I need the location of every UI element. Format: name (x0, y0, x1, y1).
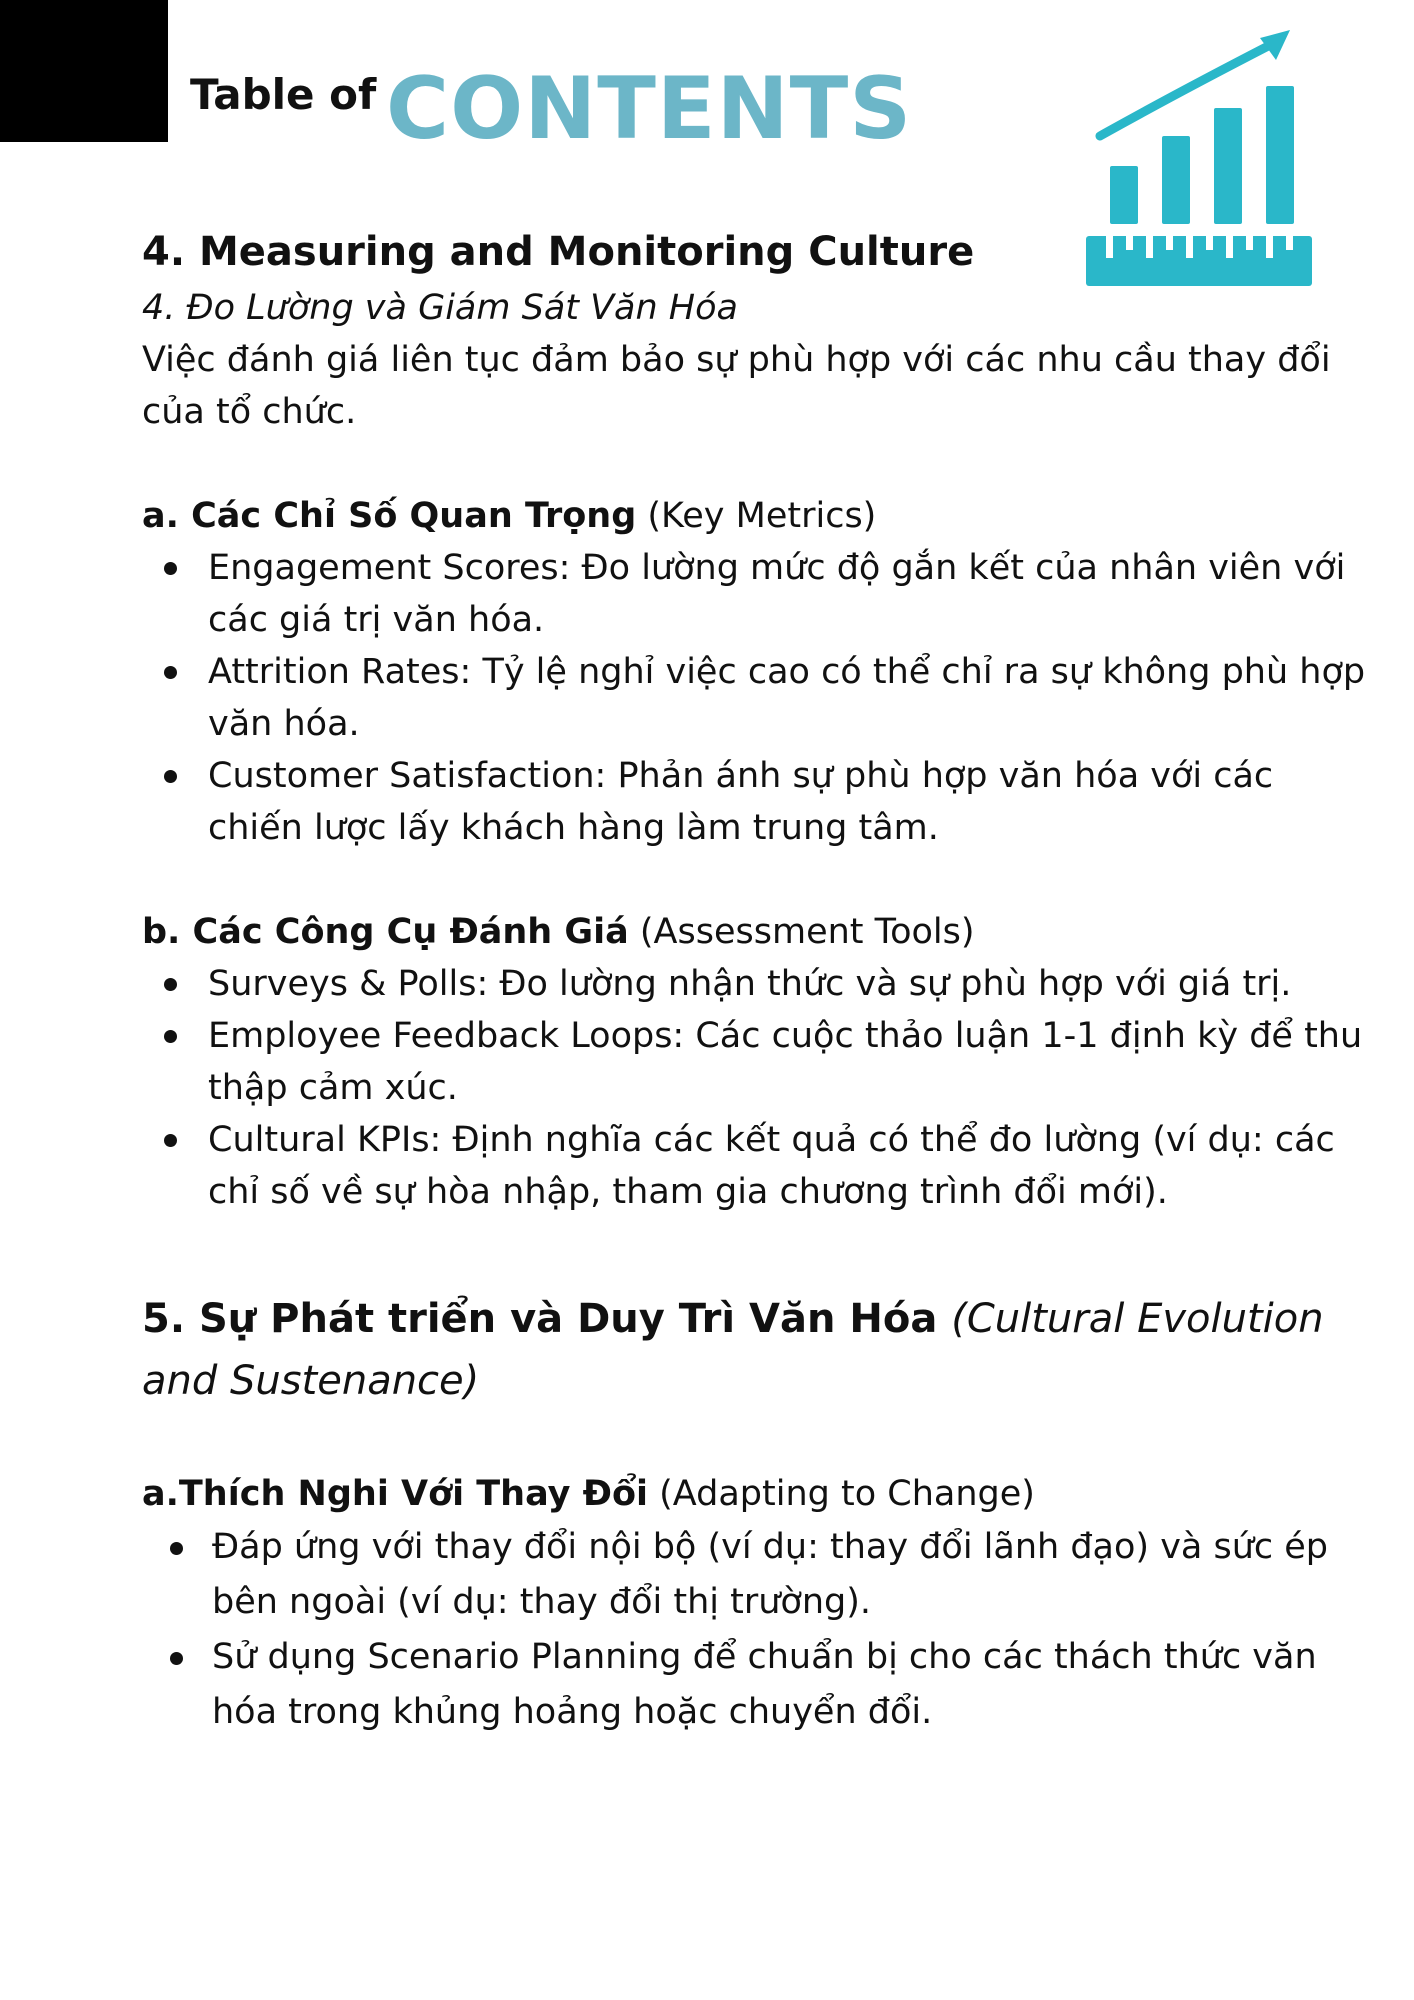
section-5-title (142, 1288, 1372, 1412)
section-5a-heading-rest: (Adapting to Change) (659, 1474, 1035, 1514)
section-4b-heading-bold: b. Các Công Cụ Đánh Giá (142, 912, 629, 952)
list-item: Đáp ứng với thay đổi nội bộ (ví dụ: thay đổi lãnh đạo) và sức ép bên ngoài (ví dụ: thay đổi thị trường). (142, 1520, 1372, 1630)
list-item: Employee Feedback Loops: Các cuộc thảo luận 1-1 định kỳ để thu thập cảm xúc. (142, 1010, 1372, 1114)
section-4-intro: Việc đánh giá liên tục đảm bảo sự phù hợp với các nhu cầu thay đổi của tổ chức. (142, 340, 1331, 432)
list-item: Customer Satisfaction: Phản ánh sự phù hợp văn hóa với các chiến lược lấy khách hàng làm trung tâm. (142, 750, 1372, 854)
corner-block (0, 0, 168, 142)
list-item: Attrition Rates: Tỷ lệ nghỉ việc cao có thể chỉ ra sự không phù hợp văn hóa. (142, 646, 1372, 750)
section-4a-heading (142, 490, 1372, 542)
section-4a-heading-rest: (Key Metrics) (647, 496, 877, 536)
list-item: Engagement Scores: Đo lường mức độ gắn kết của nhân viên với các giá trị văn hóa. (142, 542, 1372, 646)
title-prefix: Table of (190, 70, 377, 119)
section-4-subtitle: 4. Đo Lường và Giám Sát Văn Hóa (142, 288, 738, 328)
section-4b-heading (142, 906, 1372, 958)
document-body (142, 222, 1372, 1740)
section-4a-list (142, 542, 1372, 854)
section-4a-heading-bold: a. Các Chỉ Số Quan Trọng (142, 496, 637, 536)
section-5-title-italic: (Cultural Evolution and Sustenance) (142, 1296, 1324, 1404)
list-item: Sử dụng Scenario Planning để chuẩn bị cho các thách thức văn hóa trong khủng hoảng hoặc chuyển đổi. (142, 1630, 1372, 1740)
section-5a-heading (142, 1468, 1372, 1520)
section-5-title-bold: 5. Sự Phát triển và Duy Trì Văn Hóa (142, 1296, 938, 1342)
section-5a-list (142, 1520, 1372, 1740)
section-4b-list (142, 958, 1372, 1218)
section-4-title: 4. Measuring and Monitoring Culture (142, 229, 975, 275)
section-5 (142, 1288, 1372, 1740)
section-5a-heading-bold: a.Thích Nghi Với Thay Đổi (142, 1474, 649, 1514)
list-item: Cultural KPIs: Định nghĩa các kết quả có thể đo lường (ví dụ: các chỉ số về sự hòa nhập, tham gia chương trình đổi mới). (142, 1114, 1372, 1218)
page-title: CONTENTS (386, 59, 913, 159)
list-item: Surveys & Polls: Đo lường nhận thức và sự phù hợp với giá trị. (142, 958, 1372, 1010)
section-4b-heading-rest: (Assessment Tools) (639, 912, 975, 952)
